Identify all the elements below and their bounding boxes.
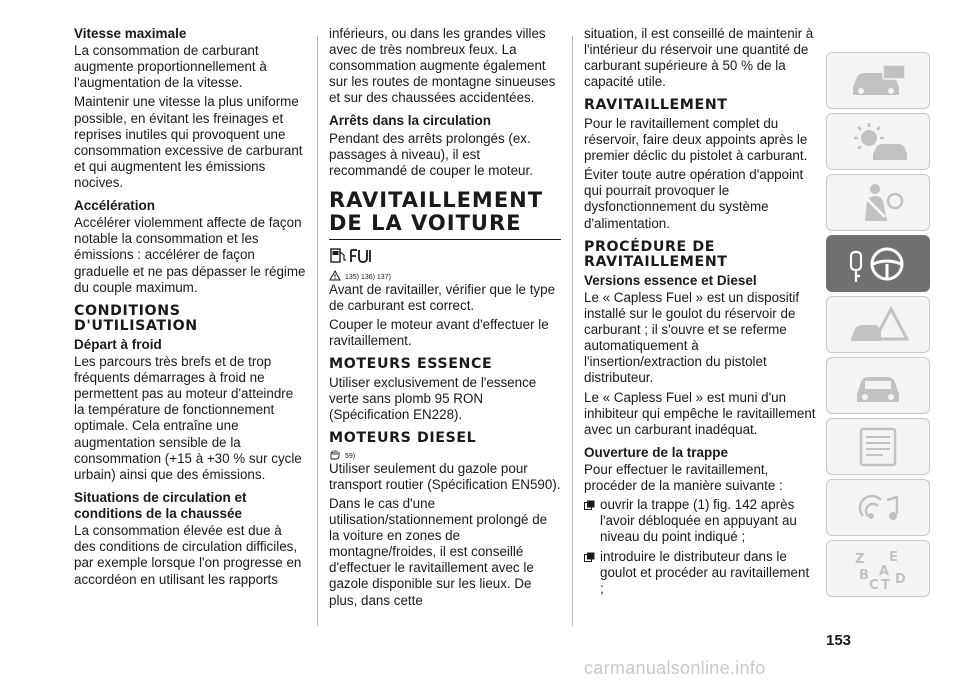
paragraph-diesel-2: Dans le cas d'une utilisation/stationnement prolongé de la voiture en zones de montagne/froides, il est conseillé d'effectuer le ravitaillement avec le gazole disponible sur les lieux. De plus, dans cette [329,495,548,608]
warning-references-1 [329,270,561,281]
heading-ravitaillement-voiture: RAVITAILLEMENT DE LA VOITURE [329,189,561,240]
svg-text:B: B [859,567,869,583]
svg-text:E: E [889,549,898,565]
column-divider [572,36,573,626]
key-steering-wheel-icon [843,242,913,286]
paragraph-ouverture: Pour effectuer le ravitaillement, procéder de la manière suivante : [584,462,783,494]
bullet-square-icon [584,500,595,510]
page-number: 153 [826,632,852,649]
caution-refs-text: 59) [345,452,356,460]
tab-emergency[interactable] [826,296,930,353]
svg-text:D: D [895,571,906,587]
heading-arrets-circulation: Arrêts dans la circulation [329,113,492,129]
heading-acceleration: Accélération [74,198,156,214]
caution-hand-icon [329,449,341,460]
column-2 [329,26,561,612]
svg-text:A: A [879,563,890,579]
tab-maintenance[interactable] [826,357,930,414]
heading-ouverture-trappe: Ouverture de la trappe [584,444,729,460]
paragraph-acceleration: Accélérer violemment affecte de façon notable la consommation et les émissions : accélérer de façon graduelle et ne pas dépasser le régime du couple maximum. [74,215,306,295]
tab-safety[interactable] [826,174,930,231]
seatbelt-airbag-icon [843,181,913,225]
tab-index[interactable] [826,540,930,597]
warning-triangle-car-icon [843,303,913,347]
technical-data-icon [843,425,913,469]
heading-conditions-utilisation: CONDITIONS D'UTILISATION [74,302,198,335]
tab-multimedia[interactable] [826,479,930,536]
column-divider [317,36,318,626]
warning-triangle-icon [329,270,341,281]
svg-text:C: C [869,577,879,591]
heading-vitesse-maximale: Vitesse maximale [74,26,187,41]
tab-lights[interactable] [826,113,930,170]
list-item: introduire le distributeur dans le goulot et procéder au ravitaillement ; [584,549,816,597]
paragraph-diesel-1: Utiliser seulement du gazole pour transport routier (Spécification EN590). [329,460,561,492]
sun-lights-icon [843,120,913,164]
chapter-tabs [826,52,930,601]
heading-depart-froid: Départ à froid [74,336,162,352]
paragraph-essence: Utiliser exclusivement de l'essence verte sans plomb 95 RON (Spécification EN228). [329,374,537,423]
heading-ravitaillement: RAVITAILLEMENT [584,97,728,114]
fuel-pump-icon [329,246,373,264]
warning-refs-text: 135) 136) 137) [345,273,391,281]
paragraph-ravitaillement-2: Éviter toute autre opération d'appoint qui pourrait provoquer le dysfonctionnement du système d'alimentation. [584,167,804,231]
paragraph-depart-froid: Les parcours très brefs et de trop fréquents démarrages à froid ne permettent pas au moteur d'atteindre la température de fonctionnement optimale. Cela entraîne une augmentation sensible de la consommation (+15 à +30 % sur cycle urbain) ainsi que des émissions. [74,354,302,482]
tab-starting-driving[interactable] [826,235,930,292]
paragraph-continuation: situation, il est conseillé de maintenir à l'intérieur du réservoir une quantité de carburant supérieure à 50 % de la capacité utile. [584,26,814,90]
paragraph-ravit-2: Couper le moteur avant d'effectuer le ravitaillement. [329,317,549,349]
svg-text:T: T [881,577,890,591]
watermark: carmanualsonline.info [584,658,766,678]
heading-moteurs-essence: MOTEURS ESSENCE [329,356,493,373]
car-service-icon [843,364,913,408]
paragraph-vitesse-1: La consommation de carburant augmente proportionnellement à l'augmentation de la vitesse. [74,43,267,91]
paragraph-versions-1: Le « Capless Fuel » est un dispositif installé sur le goulot du réservoir de carburant ; il s'ouvre et se referme automatiquement à l'insertion/extraction du pistolet distributeur. [584,290,800,386]
heading-procedure-ravitaillement: PROCÉDURE DE RAVITAILLEMENT [584,238,728,271]
bullet-square-icon [584,552,595,562]
svg-text:Z: Z [855,551,865,567]
paragraph-vitesse-2: Maintenir une vitesse la plus uniforme possible, en évitant les freinages et reprises inutiles qui provoquent une consommation excessive de carburant et qui augmentent les émissions nocives. [74,94,303,190]
paragraph-ravit-1: Avant de ravitailler, vérifier que le type de carburant est correct. [329,281,556,314]
tab-dashboard[interactable] [826,52,930,109]
alphabetical-index-icon [843,547,913,591]
car-dashboard-icon [843,59,913,103]
paragraph-versions-2: Le « Capless Fuel » est muni d'un inhibiteur qui empêche le ravitaillement avec un carburant inadéquat. [584,389,816,437]
column-1 [74,26,306,591]
heading-versions-essence-diesel: Versions essence et Diesel [584,272,757,288]
multimedia-icon [843,486,913,530]
heading-situations-circulation: Situations de circulation et conditions de la chaussée [74,489,247,522]
paragraph-situations-circulation: La consommation élevée est due à des conditions de circulation difficiles, par exemple lorsque l'on progresse en accordéon en utilisant les rapports [74,523,302,587]
list-item: ouvrir la trappe (1) fig. 142 après l'avoir débloquée en appuyant au niveau du point indiqué ; [584,497,816,545]
heading-moteurs-diesel: MOTEURS DIESEL [329,430,477,447]
paragraph-ravitaillement-1: Pour le ravitaillement complet du réservoir, faire deux appoints après le premier déclic du pistolet à carburant. [584,115,808,164]
warning-references-2 [329,449,561,460]
tab-technical-data[interactable] [826,418,930,475]
column-3 [584,26,816,600]
paragraph-arrets: Pendant des arrêts prolongés (ex. passages à niveau), il est recommandé de couper le moteur. [329,130,533,178]
paragraph-continuation: inférieurs, ou dans les grandes villes avec de très nombreux feux. La consommation augmente également sur les routes de montagne sinueuses et sur des chaussées accidentées. [329,26,556,106]
